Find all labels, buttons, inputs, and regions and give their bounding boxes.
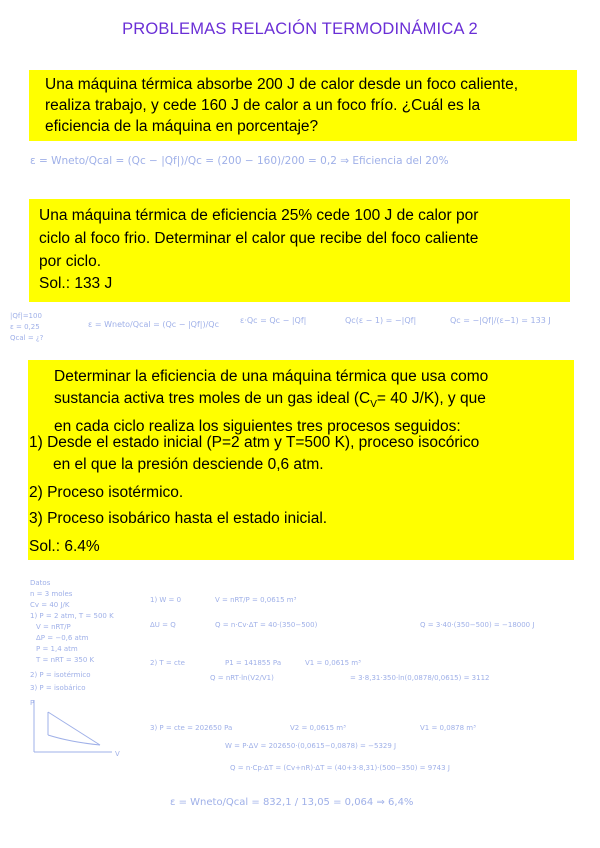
- handwriting-line: ε = Wneto/Qcal = 832,1 / 13,05 = 0,064 ⇒ 6,4%: [170, 797, 414, 808]
- problem-text-line: en cada ciclo realiza los siguientes tres procesos seguidos:: [54, 418, 461, 436]
- handwriting-line: Q = 3·40·(350−500) = −18000 J: [420, 621, 535, 629]
- handwriting-line: Datos: [30, 579, 51, 587]
- handwriting-line: P = 1,4 atm: [36, 645, 78, 653]
- handwriting-problem-2: [10, 312, 551, 342]
- problem-3-solution: Sol.: 6.4%: [29, 538, 100, 555]
- problem-text-line: Una máquina térmica absorbe 200 J de calor desde un foco caliente,: [45, 76, 519, 93]
- v-axis-label: V: [115, 750, 120, 758]
- handwriting-line: Q = nRT·ln(V2/V1): [210, 674, 274, 682]
- problem-text-line: por ciclo.: [39, 253, 102, 270]
- handwriting-problem-1: ε = Wneto/Qcal = (Qc − |Qf|)/Qc = (200 − 160)/200 = 0,2 ⇒ Eficiencia del 20%: [30, 155, 449, 167]
- handwriting-line: P1 = 141855 Pa: [225, 659, 282, 667]
- handwriting-line: ΔP = −0,6 atm: [36, 634, 89, 642]
- handwriting-line: 3) P = isobárico: [30, 684, 86, 692]
- handwriting-line: n = 3 moles: [30, 590, 73, 598]
- handwriting-line: Cv = 40 J/K: [30, 601, 70, 609]
- process-item-text: 2) Proceso isotérmico.: [29, 484, 184, 501]
- process-item-text: 3) Proceso isobárico hasta el estado inicial.: [29, 510, 328, 527]
- pv-process-3: [48, 712, 100, 745]
- handwriting-line: 2) T = cte: [150, 659, 185, 667]
- handwriting-line: V1 = 0,0615 m³: [305, 659, 361, 667]
- problem-text-fragment: = 40 J/K), y que: [376, 390, 486, 407]
- problem-text-line: ciclo al foco frio. Determinar el calor que recibe del foco caliente: [39, 230, 479, 247]
- handwriting-line: 1) W = 0: [150, 596, 182, 604]
- page-title: PROBLEMAS RELACIÓN TERMODINÁMICA 2: [122, 20, 478, 38]
- handwriting-line: V = nRT/P = 0,0615 m³: [215, 596, 297, 604]
- handwriting-line: = 3·8,31·350·ln(0,0878/0,0615) = 3112: [350, 674, 490, 682]
- problem-text-line: Determinar la eficiencia de una máquina térmica que usa como: [54, 368, 489, 385]
- problem-text-line: Una máquina térmica de eficiencia 25% cede 100 J de calor por: [39, 207, 479, 224]
- handwriting-line: Qcal = ¿?: [10, 334, 44, 342]
- cv-subscript: V: [370, 399, 377, 411]
- problem-2-solution: Sol.: 133 J: [39, 275, 113, 292]
- handwriting-line: P: [30, 699, 35, 707]
- handwriting-line: V = nRT/P: [36, 623, 71, 631]
- handwriting-line: V1 = 0,0878 m³: [420, 724, 476, 732]
- handwriting-line: ε = Wneto/Qcal = (Qc − |Qf|)/Qc: [88, 320, 219, 329]
- handwriting-line: T = nRT = 350 K: [36, 656, 95, 664]
- handwriting-line: Qc = −|Qf|/(ε−1) = 133 J: [450, 316, 551, 325]
- handwriting-line: Q = n·Cp·ΔT = (Cv+nR)·ΔT = (40+3·8,31)·(500−350) = 9743 J: [230, 764, 450, 772]
- handwriting-line: 1) P = 2 atm, T = 500 K: [30, 612, 114, 620]
- problem-text-fragment: sustancia activa tres moles de un gas ideal (C: [54, 390, 371, 407]
- pv-diagram-sketch: [34, 700, 112, 752]
- handwriting-line: Qc(ε − 1) = −|Qf|: [345, 316, 417, 325]
- handwriting-line: W = P·ΔV = 202650·(0,0615−0,0878) = −5329 J: [225, 742, 397, 750]
- handwriting-line: Q = n·Cv·ΔT = 40·(350−500): [215, 621, 318, 629]
- handwriting-line: ε = 0,25: [10, 323, 40, 331]
- problem-text-line: eficiencia de la máquina en porcentaje?: [45, 118, 319, 135]
- process-item-text: en el que la presión desciende 0,6 atm.: [53, 456, 324, 473]
- handwriting-line: ΔU = Q: [150, 621, 176, 629]
- handwriting-line: ε·Qc = Qc − |Qf|: [240, 316, 307, 325]
- handwriting-line: 3) P = cte = 202650 Pa: [150, 724, 233, 732]
- handwriting-line: |Qf|=100: [10, 312, 42, 320]
- handwriting-problem-3: [30, 579, 534, 808]
- process-item-text: 1) Desde el estado inicial (P=2 atm y T=500 K), proceso isocórico: [29, 434, 480, 451]
- handwriting-line: 2) P = isotérmico: [30, 671, 91, 679]
- handwriting-line: V2 = 0,0615 m³: [290, 724, 346, 732]
- problem-text-line: realiza trabajo, y cede 160 J de calor a un foco frío. ¿Cuál es la: [45, 97, 481, 114]
